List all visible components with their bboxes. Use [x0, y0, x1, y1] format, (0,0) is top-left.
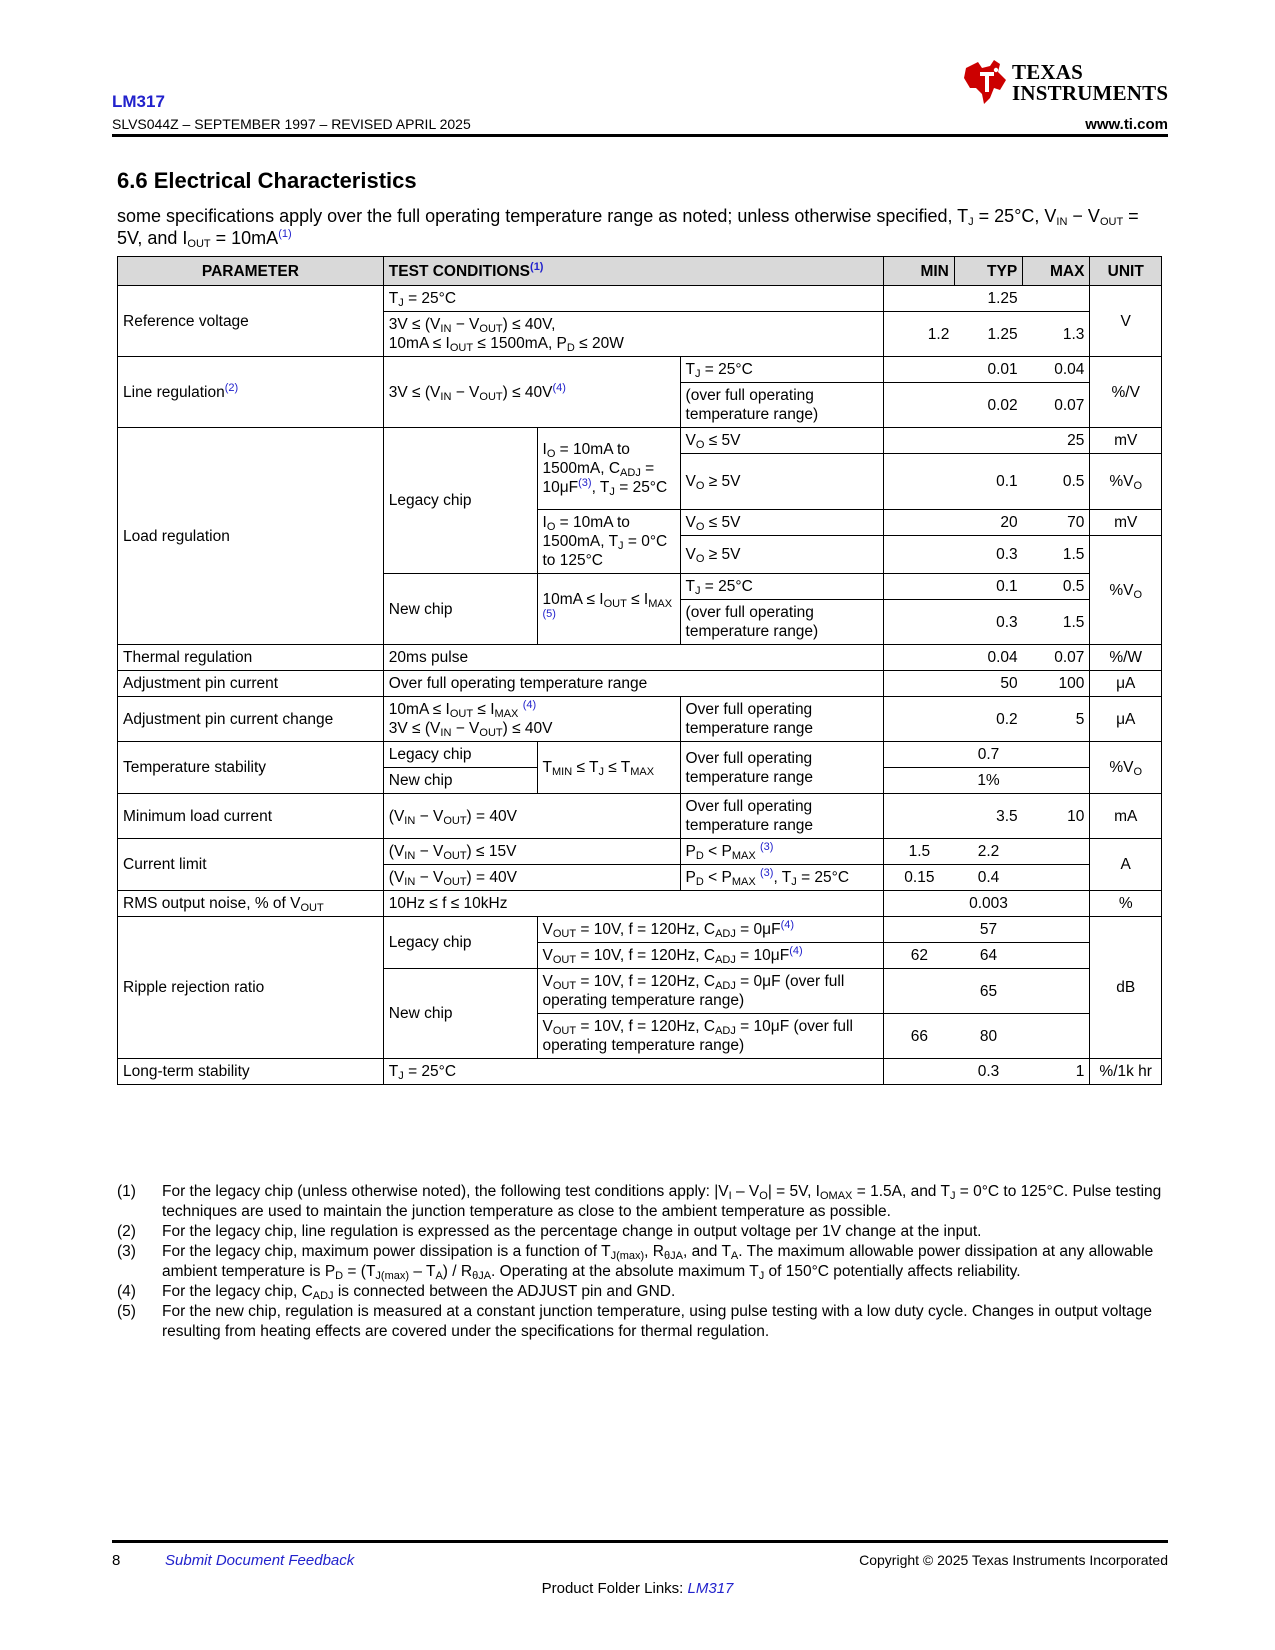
- table-row: [118, 891, 1162, 917]
- min-cell: [884, 454, 954, 510]
- min-cell: [884, 1059, 954, 1085]
- min-cell: 0.15: [884, 865, 954, 891]
- footnote-ref[interactable]: (4): [552, 381, 566, 394]
- ti-logo: [960, 58, 1168, 110]
- ti-url-link[interactable]: www.ti.com: [1085, 116, 1168, 133]
- footnote-ref[interactable]: (3): [760, 840, 774, 853]
- max-cell: 70: [1023, 510, 1090, 536]
- condition-cell: $V_O \le 5V$: [680, 428, 884, 454]
- max-cell: [1023, 768, 1090, 794]
- unit-cell: μA: [1090, 671, 1162, 697]
- condition-cell: Over full operating temperature range: [383, 671, 884, 697]
- param-cell: Long-term stability: [118, 1059, 384, 1085]
- footnote-ref[interactable]: (3): [578, 476, 592, 489]
- min-cell: [884, 574, 954, 600]
- max-cell: [1023, 865, 1090, 891]
- typ-cell: 65: [954, 969, 1022, 1014]
- chip-cell: New chip: [383, 768, 537, 794]
- note-item: [117, 1222, 1162, 1242]
- unit-cell: μA: [1090, 697, 1162, 742]
- page-number: 8: [112, 1552, 121, 1569]
- condition-cell: $I_O = 10mA$ to 1500mA, $C_{ADJ} = 10\mu F^{(3)}$, $T_J = 25^\circ C$: [537, 428, 680, 510]
- max-cell: [1023, 1014, 1090, 1059]
- typ-cell: [954, 428, 1022, 454]
- table-header-row: [118, 257, 1162, 286]
- footnote-ref[interactable]: (4): [780, 918, 795, 931]
- note-number: (1): [117, 1183, 136, 1200]
- part-number-link[interactable]: LM317: [112, 92, 165, 111]
- min-cell: 1.5: [884, 839, 954, 865]
- condition-cell: $V_O \le 5V$: [680, 510, 884, 536]
- header-typ: TYP: [954, 257, 1022, 286]
- condition-cell: $I_O = 10mA$ to 1500mA, $T_J = 0^\circ C$ to 125°C: [537, 510, 680, 574]
- table-row: [118, 839, 1162, 865]
- unit-cell: mA: [1090, 794, 1162, 839]
- param-cell: Adjustment pin current change: [118, 697, 384, 742]
- copyright: Copyright © 2025 Texas Instruments Incorporated: [859, 1552, 1168, 1568]
- note-text: For the legacy chip, maximum power dissipation is a function of $T_{J(max)}$, $R_{\theta JA}$, and $T_A$. The maximum allowable power dissipation at any allowable ambient temperature is $P_D = (T_{J(max)} - T_A) / R_{\theta JA}$. Operating at the absolute maximum $T_J$ of 150°C potentially affects reliability.: [162, 1243, 1154, 1282]
- param-cell: Ripple rejection ratio: [118, 917, 384, 1059]
- chip-cell: New chip: [383, 969, 537, 1059]
- min-cell: 1.2: [884, 312, 954, 357]
- typ-cell: 0.7: [954, 742, 1022, 768]
- note-item: [117, 1302, 1162, 1342]
- logo-text-texas: TEXAS: [1012, 60, 1084, 84]
- note-item: [117, 1242, 1162, 1282]
- ti-state-icon: [960, 58, 1010, 106]
- max-cell: 1.5: [1023, 600, 1090, 645]
- note-number: (2): [117, 1223, 136, 1240]
- condition-cell: $3V \le (V_{IN} - V_{OUT}) \le 40V^{(4)}$: [383, 357, 680, 428]
- table-row: [118, 286, 1162, 312]
- table-row: [118, 671, 1162, 697]
- condition-cell: $T_{MIN} \le T_J \le T_{MAX}$: [537, 742, 680, 794]
- min-cell: [884, 357, 954, 383]
- condition-cell: $(V_{IN} - V_{OUT}) \le 15V$: [383, 839, 680, 865]
- condition-cell: $T_J = 25^\circ C$: [383, 1059, 884, 1085]
- min-cell: [884, 697, 954, 742]
- footer-rule: [112, 1540, 1168, 1543]
- max-cell: 1: [1023, 1059, 1090, 1085]
- max-cell: [1023, 891, 1090, 917]
- footnote-ref[interactable]: (2): [224, 381, 239, 394]
- footnote-ref[interactable]: (4): [789, 944, 803, 957]
- typ-cell: 0.1: [954, 574, 1022, 600]
- condition-cell: 20ms pulse: [383, 645, 884, 671]
- unit-cell: %/V: [1090, 357, 1162, 428]
- note-item: [117, 1282, 1162, 1302]
- param-cell: Reference voltage: [118, 286, 384, 357]
- typ-cell: 3.5: [954, 794, 1022, 839]
- note-number: (4): [117, 1283, 136, 1300]
- chip-cell: Legacy chip: [383, 428, 537, 574]
- param-cell: RMS output noise, % of $V_{OUT}$: [118, 891, 384, 917]
- condition-cell: $P_D < P_{MAX}$ $^{(3)}$, $T_J = 25^\circ C$: [680, 865, 884, 891]
- condition-cell: $V_O \ge 5V$: [680, 536, 884, 574]
- table-row: [118, 742, 1162, 768]
- condition-cell: $V_{OUT} = 10V$, f = 120Hz, $C_{ADJ} = 10\mu F$ (over full operating temperature range): [537, 1014, 884, 1059]
- table-row: [118, 428, 1162, 454]
- max-cell: [1023, 742, 1090, 768]
- unit-cell: $\%V_O$: [1090, 454, 1162, 510]
- footnote-ref[interactable]: (1): [530, 260, 544, 273]
- condition-cell: $(V_{IN} - V_{OUT}) = 40V$: [383, 794, 680, 839]
- min-cell: [884, 969, 954, 1014]
- typ-cell: 0.4: [954, 865, 1022, 891]
- param-cell: Temperature stability: [118, 742, 384, 794]
- max-cell: 0.07: [1023, 383, 1090, 428]
- typ-cell: 1.25: [954, 312, 1022, 357]
- typ-cell: 20: [954, 510, 1022, 536]
- typ-cell: 2.2: [954, 839, 1022, 865]
- condition-cell: $T_J = 25^\circ C$: [383, 286, 884, 312]
- electrical-characteristics-table: [117, 256, 1162, 1085]
- product-link[interactable]: LM317: [687, 1580, 734, 1597]
- min-cell: 66: [884, 1014, 954, 1059]
- max-cell: 0.07: [1023, 645, 1090, 671]
- condition-cell: (over full operating temperature range): [680, 383, 884, 428]
- unit-cell: %/1k hr: [1090, 1059, 1162, 1085]
- unit-cell: mV: [1090, 428, 1162, 454]
- table-row: [118, 917, 1162, 943]
- footnote-ref[interactable]: (3): [760, 866, 774, 879]
- typ-cell: 0.01: [954, 357, 1022, 383]
- product-folder-links: [0, 1580, 1275, 1597]
- min-cell: [884, 536, 954, 574]
- section-title: 6.6 Electrical Characteristics: [117, 168, 417, 193]
- condition-cell: $T_J = 25^\circ C$: [680, 574, 884, 600]
- footnote-ref[interactable]: (1): [278, 228, 292, 240]
- header-parameter: PARAMETER: [118, 257, 384, 286]
- condition-cell: $P_D < P_{MAX}$ $^{(3)}$: [680, 839, 884, 865]
- table-row: [118, 357, 1162, 383]
- product-links-label: Product Folder Links:: [541, 1580, 688, 1597]
- typ-cell: 0.3: [954, 1059, 1022, 1085]
- param-cell: Current limit: [118, 839, 384, 891]
- condition-cell: $V_{OUT} = 10V$, f = 120Hz, $C_{ADJ} = 10\mu F^{(4)}$: [537, 943, 884, 969]
- header-unit: UNIT: [1090, 257, 1162, 286]
- typ-cell: 0.3: [954, 600, 1022, 645]
- min-cell: [884, 600, 954, 645]
- unit-cell: %/W: [1090, 645, 1162, 671]
- typ-cell: 0.003: [954, 891, 1022, 917]
- condition-cell: $10mA \le I_{OUT} \le I_{MAX}$ $^{(5)}$: [537, 574, 680, 645]
- max-cell: 0.5: [1023, 574, 1090, 600]
- param-cell: Thermal regulation: [118, 645, 384, 671]
- min-cell: [884, 768, 954, 794]
- note-item: [117, 1182, 1162, 1222]
- unit-cell: $\%V_O$: [1090, 536, 1162, 645]
- typ-cell: 0.2: [954, 697, 1022, 742]
- min-cell: [884, 510, 954, 536]
- condition-cell: $(V_{IN} - V_{OUT}) = 40V$: [383, 865, 680, 891]
- max-cell: 1.3: [1023, 312, 1090, 357]
- unit-cell: $\%V_O$: [1090, 742, 1162, 794]
- table-row: [118, 697, 1162, 742]
- max-cell: 10: [1023, 794, 1090, 839]
- condition-cell: $V_{OUT} = 10V$, f = 120Hz, $C_{ADJ} = 0\mu F^{(4)}$: [537, 917, 884, 943]
- typ-cell: 1%: [954, 768, 1022, 794]
- table-notes: [117, 1182, 1162, 1342]
- unit-cell: A: [1090, 839, 1162, 891]
- table-row: [118, 645, 1162, 671]
- condition-cell: Over full operating temperature range: [680, 794, 884, 839]
- chip-cell: Legacy chip: [383, 742, 537, 768]
- typ-cell: 57: [954, 917, 1022, 943]
- max-cell: [1023, 286, 1090, 312]
- note-text: For the legacy chip, line regulation is expressed as the percentage change in output voltage per 1V change at the input.: [162, 1223, 982, 1240]
- min-cell: [884, 742, 954, 768]
- condition-cell: Over full operating temperature range: [680, 697, 884, 742]
- min-cell: 62: [884, 943, 954, 969]
- header-max: MAX: [1023, 257, 1090, 286]
- table-row: [118, 794, 1162, 839]
- note-number: (5): [117, 1303, 136, 1320]
- note-text: For the legacy chip, $C_{ADJ}$ is connected between the ADJUST pin and GND.: [162, 1283, 676, 1302]
- max-cell: 25: [1023, 428, 1090, 454]
- typ-cell: 0.02: [954, 383, 1022, 428]
- typ-cell: 50: [954, 671, 1022, 697]
- header-rule: [112, 134, 1168, 137]
- logo-text-instruments: INSTRUMENTS: [1012, 81, 1169, 105]
- param-cell: Minimum load current: [118, 794, 384, 839]
- param-cell: Adjustment pin current: [118, 671, 384, 697]
- max-cell: [1023, 839, 1090, 865]
- unit-cell: V: [1090, 286, 1162, 357]
- document-info: SLVS044Z – SEPTEMBER 1997 – REVISED APRIL 2025: [112, 116, 471, 132]
- min-cell: [884, 645, 954, 671]
- table-row: [118, 1059, 1162, 1085]
- min-cell: [884, 891, 954, 917]
- typ-cell: 1.25: [954, 286, 1022, 312]
- min-cell: [884, 917, 954, 943]
- max-cell: 1.5: [1023, 536, 1090, 574]
- max-cell: 0.5: [1023, 454, 1090, 510]
- condition-cell: $T_J = 25^\circ C$: [680, 357, 884, 383]
- unit-cell: mV: [1090, 510, 1162, 536]
- header-min: MIN: [884, 257, 954, 286]
- chip-cell: New chip: [383, 574, 537, 645]
- condition-cell: $V_O \ge 5V$: [680, 454, 884, 510]
- condition-cell: $10mA \le I_{OUT} \le I_{MAX}$ $^{(4)}$ $3V \le (V_{IN} - V_{OUT}) \le 40V$: [383, 697, 680, 742]
- max-cell: [1023, 917, 1090, 943]
- min-cell: [884, 794, 954, 839]
- min-cell: [884, 286, 954, 312]
- typ-cell: 80: [954, 1014, 1022, 1059]
- condition-cell: $3V \le (V_{IN} - V_{OUT}) \le 40V$, $10mA \le I_{OUT} \le 1500mA$, $P_D \le 20W$: [383, 312, 884, 357]
- typ-cell: 0.3: [954, 536, 1022, 574]
- footnote-ref[interactable]: (4): [522, 698, 537, 711]
- typ-cell: 0.04: [954, 645, 1022, 671]
- max-cell: 5: [1023, 697, 1090, 742]
- condition-cell: $V_{OUT} = 10V$, f = 120Hz, $C_{ADJ} = 0\mu F$ (over full operating temperature range): [537, 969, 884, 1014]
- min-cell: [884, 671, 954, 697]
- param-cell: Load regulation: [118, 428, 384, 645]
- condition-cell: 10Hz ≤ f ≤ 10kHz: [383, 891, 884, 917]
- note-number: (3): [117, 1243, 136, 1260]
- param-cell: Line regulation$^{(2)}$: [118, 357, 384, 428]
- section-intro: some specifications apply over the full operating temperature range as noted; unless otherwise specified, $T_J = 25^\circ C$, $V_{IN} - V_{OUT} = 5V$, and $I_{OUT} = 10mA^{(1)}$: [117, 206, 1139, 250]
- condition-cell: Over full operating temperature range: [680, 742, 884, 794]
- note-text: For the legacy chip (unless otherwise noted), the following test conditions apply: $|V_I - V_O| = 5V$, $I_{OMAX} = 1.5A$, and $T_J = 0^\circ C$ to 125°C. Pulse testing techniques are used to maintain the junction temperature as close to the ambient temperature as possible.: [162, 1183, 1162, 1220]
- max-cell: 100: [1023, 671, 1090, 697]
- min-cell: [884, 428, 954, 454]
- typ-cell: 0.1: [954, 454, 1022, 510]
- condition-cell: (over full operating temperature range): [680, 600, 884, 645]
- footnote-ref[interactable]: (5): [542, 607, 556, 620]
- typ-cell: 64: [954, 943, 1022, 969]
- chip-cell: Legacy chip: [383, 917, 537, 969]
- submit-feedback-link[interactable]: Submit Document Feedback: [165, 1552, 355, 1569]
- note-text: For the new chip, regulation is measured at a constant junction temperature, using pulse testing with a low duty cycle. Changes in output voltage resulting from heating effects are covered under the specifications for thermal regulation.: [162, 1303, 1152, 1340]
- max-cell: 0.04: [1023, 357, 1090, 383]
- max-cell: [1023, 943, 1090, 969]
- unit-cell: dB: [1090, 917, 1162, 1059]
- max-cell: [1023, 969, 1090, 1014]
- min-cell: [884, 383, 954, 428]
- unit-cell: %: [1090, 891, 1162, 917]
- header-test-conditions: TEST CONDITIONS$^{(1)}$: [383, 257, 884, 286]
